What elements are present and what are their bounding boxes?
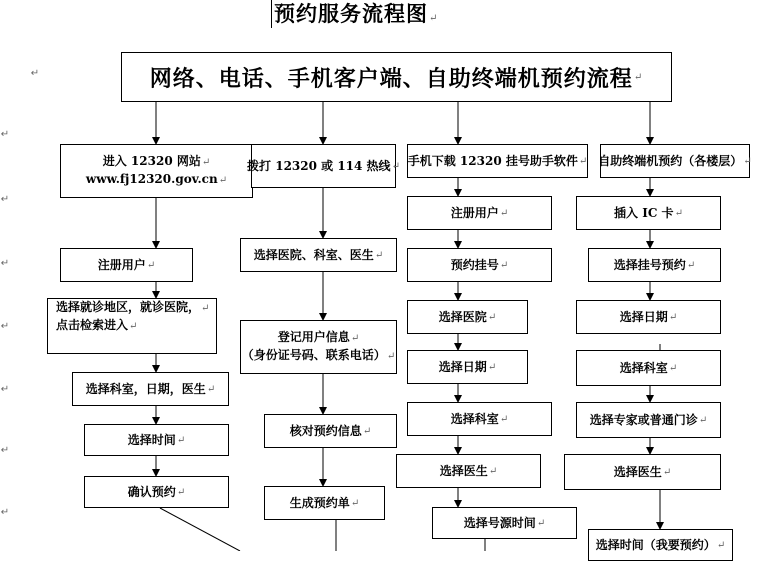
col1-step-3: 选择科室，日期，医生 ↵	[72, 372, 229, 406]
col4-step-2: 选择挂号预约 ↵	[588, 248, 721, 282]
main-flow-box: 网络、电话、手机客户端、自助终端机预约流程 ↵	[121, 52, 672, 102]
col3-step-1: 注册用户 ↵	[407, 196, 552, 230]
col3-step-5: 选择科室 ↵	[407, 402, 552, 436]
col2-step-2: 登记用户信息↵ （身份证号码、联系电话）↵	[240, 320, 397, 374]
col3-step-2: 预约挂号 ↵	[407, 248, 552, 282]
return-mark: ↵	[0, 194, 10, 205]
col4-step-5: 选择专家或普通门诊 ↵	[576, 402, 721, 438]
col3-step-7: 选择号源时间 ↵	[432, 507, 577, 539]
col4-step-1: 插入 IC 卡 ↵	[576, 196, 721, 230]
col4-header-box: 自助终端机预约（各楼层） ↵	[600, 144, 750, 178]
col3-step-6: 选择医生 ↵	[396, 454, 541, 488]
col3-step-4: 选择日期 ↵	[407, 350, 528, 384]
return-mark: ↵	[0, 258, 10, 269]
col3-header-box: 手机下载 12320 挂号助手软件 ↵	[407, 144, 588, 178]
connector-c1-bottom	[160, 508, 240, 551]
main-flow-label: 网络、电话、手机客户端、自助终端机预约流程	[149, 65, 633, 92]
col1-header-url: www.fj12320.gov.cn	[85, 172, 218, 186]
page-title: 预约服务流程图↵	[271, 0, 438, 28]
col1-step-1: 注册用户 ↵	[60, 248, 193, 282]
col1-step-2: 选择就诊地区，就诊医院，↵ 点击检索进入↵	[47, 298, 217, 354]
col1-header-box: 进入 12320 网站↵ www.fj12320.gov.cn↵	[60, 144, 253, 198]
col3-step-3: 选择医院 ↵	[407, 300, 528, 334]
col1-step-4: 选择时间 ↵	[84, 424, 229, 456]
return-mark: ↵	[30, 68, 40, 79]
col1-step-5: 确认预约 ↵	[84, 476, 229, 508]
col4-step-7: 选择时间（我要预约） ↵	[588, 529, 733, 561]
col4-step-6: 选择医生 ↵	[564, 454, 721, 490]
col2-step-4: 生成预约单 ↵	[264, 486, 385, 520]
col2-step-1: 选择医院、科室、医生 ↵	[240, 238, 397, 272]
col4-step-3: 选择日期 ↵	[576, 300, 721, 334]
col2-step-3: 核对预约信息 ↵	[264, 414, 397, 448]
col2-header-box: 拨打 12320 或 114 热线 ↵	[251, 144, 396, 188]
col4-step-4: 选择科室 ↵	[576, 350, 721, 386]
return-mark: ↵	[0, 129, 10, 140]
return-mark: ↵	[0, 507, 10, 518]
return-mark: ↵	[0, 445, 10, 456]
return-mark: ↵	[0, 321, 10, 332]
return-mark: ↵	[0, 384, 10, 395]
col1-header-line1: 进入 12320 网站	[102, 154, 201, 168]
